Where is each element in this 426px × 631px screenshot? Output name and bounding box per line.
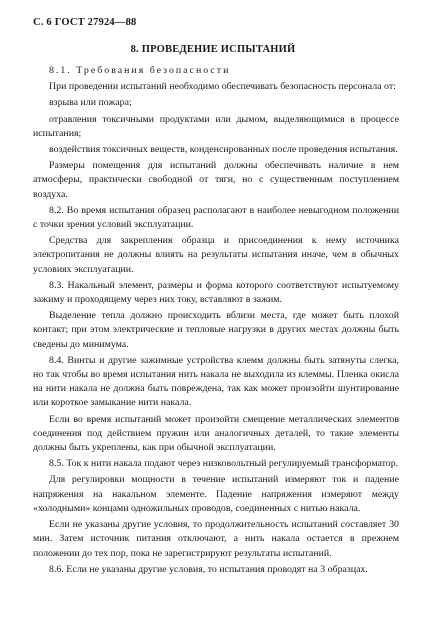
subsection-heading-8-1: 8.1. Требования безопасности [49,65,231,76]
paragraph-8-4: 8.4. Винты и другие зажимные устройства клемм должны быть затянуты слегка, но так чтобы во время испытания нить накала не выходила из клеммы. Пленка окисла на нити накала не должна быть повреждена, так как может произойти шунтирование или короткое замыкание нити накала. [33,354,399,409]
paragraph: отравления токсичными продуктами или дымом, выделяющимися в процессе испытания; [33,113,399,139]
paragraph: взрыва или пожара; [49,97,132,109]
paragraph: Для регулировки мощности в течение испытаний измеряют ток и падение напряжения на накальном элементе. Падение напряжения измеряют между «холодными» концами одножильных проводов, соединенных с нитью накала. [33,474,399,514]
paragraph-8-5: 8.5. Ток к нити накала подают через низковольтный регулируемый трансформатор. [49,458,399,470]
section-title: 8. ПРОВЕДЕНИЕ ИСПЫТАНИЙ [130,44,296,55]
paragraph: При проведении испытаний необходимо обеспечивать безопасность персонала от: [49,81,396,93]
paragraph: Если во время испытаний может произойти смещение металлических элементов соединения под действием пружин или аналогичных деталей, то такие элементы должны быть укреплены, как при обычной эксплуатации. [33,413,399,454]
paragraph: Средства для закрепления образца и присоединения к нему источника электропитания не должны влиять на результаты испытания иначе, чем в обычных условиях эксплуатации. [33,235,399,275]
section-body [33,64,399,579]
paragraph-8-3: 8.3. Накальный элемент, размеры и форма которого соответствуют испытуемому зажиму и проходящему через них току, вставляют в зажим. [33,279,399,306]
paragraph: Размеры помещения для испытаний должны обеспечивать наличие в нем атмосферы, практически свободной от тяги, но с существенным поступлением воздуха. [33,160,399,200]
page-header: С. 6 ГОСТ 27924—88 [33,17,137,28]
paragraph-8-2: 8.2. Во время испытания образец располагают в наиболее невыгодном положении с точки зрения условий эксплуатации. [33,204,399,231]
paragraph-8-6: 8.6. Если не указаны другие условия, то испытания проводят на 3 образцах. [49,563,368,575]
paragraph: Выделение тепла должно происходить вблизи места, где может быть плохой контакт; при этом электрические и тепловые нагрузки в других местах должны быть сведены до минимума. [33,310,399,350]
paragraph: Если не указаны другие условия, то продолжительность испытаний составляет 30 мин. Затем источник питания отключают, а нить накала остается в прежнем положении до тех пор, пока не зарегистрируют результаты испытаний. [33,519,399,559]
paragraph: воздействия токсичных веществ, конденсированных после проведения испытания. [49,144,398,156]
